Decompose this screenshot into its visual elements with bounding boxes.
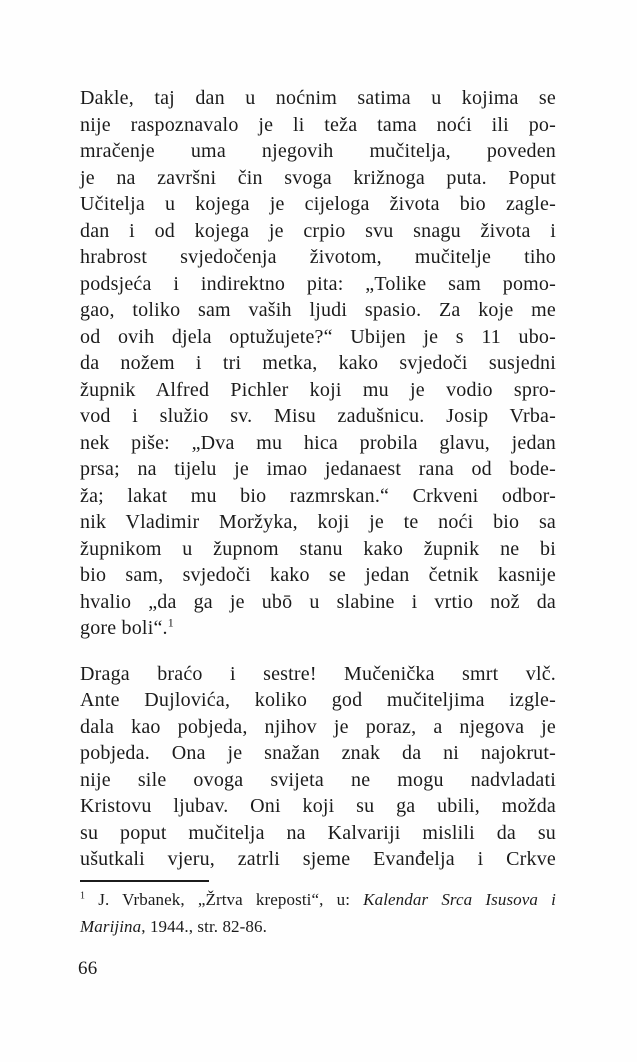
text-line: Učitelja u kojega je cijeloga života bio zagle- bbox=[80, 193, 556, 215]
text-line: je na završni čin svoga križnoga puta. Poput bbox=[80, 166, 556, 189]
text-line: ža; lakat mu bio razmrskan.“ Crkveni odbor- bbox=[80, 484, 556, 507]
text-line: od ovih djela optužujete?“ Ubijen je s 11 ubo- bbox=[80, 325, 556, 348]
text-line: gao, toliko sam vaših ljudi spasio. Za koje me bbox=[80, 299, 556, 321]
footnote bbox=[80, 886, 556, 940]
text-line: nije sile ovoga svijeta ne mogu nadvladati bbox=[80, 768, 556, 791]
text-line: mračenje uma njegovih mučitelja, poveden bbox=[80, 140, 556, 162]
text-line: nik Vladimir Moržyka, koji je te noći bio sa bbox=[80, 511, 556, 533]
text-line: pobjeda. Ona je snažan znak da ni najokrut- bbox=[80, 742, 556, 764]
text-segment: Kalendar Srca Isusova i bbox=[363, 890, 556, 909]
text-line: vod i služio sv. Misu zadušnicu. Josip Vrba- bbox=[80, 405, 556, 427]
text-segment: , 1944., str. 82-86. bbox=[141, 917, 267, 936]
footnote-marker: 1 bbox=[80, 890, 86, 902]
text-line: nije raspoznavalo je li teža tama noći ili po- bbox=[80, 113, 556, 136]
footnote-reference: 1 bbox=[167, 615, 174, 630]
text-line: nek piše: „Dva mu hica probila glavu, jedan bbox=[80, 431, 556, 454]
paragraph bbox=[80, 85, 556, 642]
text-line: da nožem i tri metka, kako svjedoči susjedni bbox=[80, 352, 556, 374]
text-line bbox=[80, 913, 556, 940]
text-line: bio sam, svjedoči kako se jedan četnik kasnije bbox=[80, 564, 556, 586]
page-number: 66 bbox=[78, 958, 98, 979]
text-line: Kristovu ljubav. Oni koji su ga ubili, možda bbox=[80, 795, 556, 817]
paragraph bbox=[80, 661, 556, 873]
text-line: dala kao pobjeda, njihov je poraz, a njegova je bbox=[80, 715, 556, 738]
text-segment: Marijina bbox=[80, 917, 142, 936]
text-line: Draga braćo i sestre! Mučenička smrt vlč. bbox=[80, 662, 556, 685]
text-line: hrabrost svjedočenja životom, mučitelje tiho bbox=[80, 246, 556, 268]
text-line: ušutkali vjeru, zatrli sjeme Evanđelja i Crkve bbox=[80, 848, 556, 870]
text-line: prsa; na tijelu je imao jedanaest rana od bode- bbox=[80, 458, 556, 480]
text-segment: J. Vrbanek, „Žrtva kreposti“, u: bbox=[85, 890, 364, 909]
text-line: dan i od kojega je crpio svu snagu života i bbox=[80, 219, 556, 242]
page-body bbox=[80, 85, 556, 873]
text-line: Ante Dujlovića, koliko god mučiteljima izgle- bbox=[80, 689, 556, 711]
text-line: Dakle, taj dan u noćnim satima u kojima se bbox=[80, 87, 556, 109]
text-line bbox=[80, 886, 556, 913]
text-line: župnikom u župnom stanu kako župnik ne bi bbox=[80, 537, 556, 560]
text-line: hvalio „da ga je ubō u slabine i vrtio nož da bbox=[80, 590, 556, 613]
text-line: župnik Alfred Pichler koji mu je vodio spro- bbox=[80, 378, 556, 401]
footnote-separator bbox=[80, 880, 209, 882]
text-line: podsjeća i indirektno pita: „Tolike sam pomo- bbox=[80, 272, 556, 295]
text-line: su poput mučitelja na Kalvariji mislili da su bbox=[80, 821, 556, 844]
text-line: gore boli“.$^1$ bbox=[80, 615, 174, 639]
